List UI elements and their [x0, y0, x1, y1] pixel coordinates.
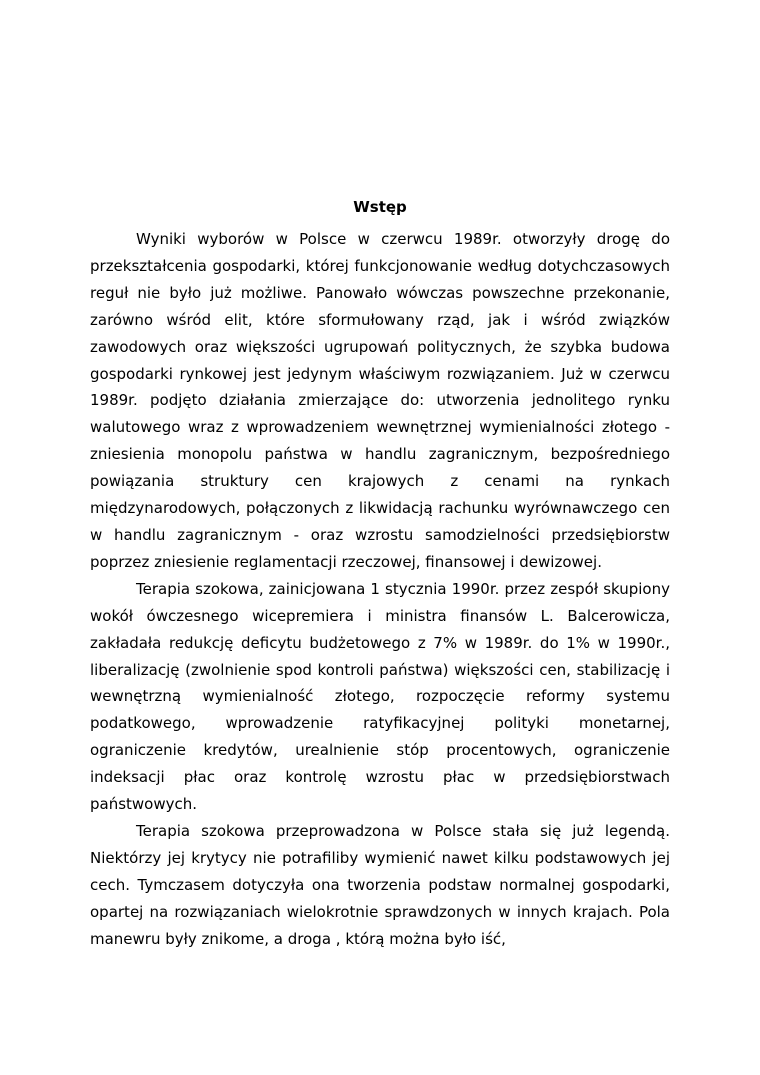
- paragraph-3: Terapia szokowa przeprowadzona w Polsce stała się już legendą. Niektórzy jej krytycy nie potrafiliby wymienić nawet kilku podstawowych jej cech. Tymczasem dotyczyła ona tworzenia podstaw normalnej gospodarki, opartej na rozwiązaniach wielokrotnie sprawdzonych w innych krajach. Pola manewru były znikome, a droga , którą można było iść,: [90, 821, 670, 948]
- paragraph-1: Wyniki wyborów w Polsce w czerwcu 1989r. otworzyły drogę do przekształcenia gospodarki, której funkcjonowanie według dotychczasowych reguł nie było już możliwe. Panowało wówczas powszechne przekonanie, zarówno wśród elit, które sformułowany rząd, jak i wśród związków zawodowych oraz większości ugrupowań politycznych, że szybka budowa gospodarki rynkowej jest jedynym właściwym rozwiązaniem. Już w czerwcu 1989r. podjęto działania zmierzające do: utworzenia jednolitego rynku walutowego wraz z wprowadzeniem wewnętrznej wymienialności złotego - zniesienia monopolu państwa w handlu zagranicznym, bezpośredniego powiązania struktury cen krajowych z cenami na rynkach międzynarodowych, połączonych z likwidacją rachunku wyrównawczego cen w handlu zagranicznym - oraz wzrostu samodzielności przedsiębiorstw poprzez zniesienie reglamentacji rzeczowej, finansowej i dewizowej.: [90, 230, 670, 571]
- paragraph-2: Terapia szokowa, zainicjowana 1 stycznia 1990r. przez zespół skupiony wokół ówczesnego wicepremiera i ministra finansów L. Balcerowicza, zakładała redukcję deficytu budżetowego z 7% w 1989r. do 1% w 1990r., liberalizację (zwolnienie spod kontroli państwa) większości cen, stabilizację i wewnętrzną wymienialność złotego, rozpoczęcie reformy systemu podatkowego, wprowadzenie ratyfikacyjnej polityki monetarnej, ograniczenie kredytów, urealnienie stóp procentowych, ograniczenie indeksacji płac oraz kontrolę wzrostu płac w przedsiębiorstwach państwowych.: [90, 579, 670, 814]
- section-title: Wstęp: [353, 198, 407, 216]
- document-page: [90, 196, 670, 952]
